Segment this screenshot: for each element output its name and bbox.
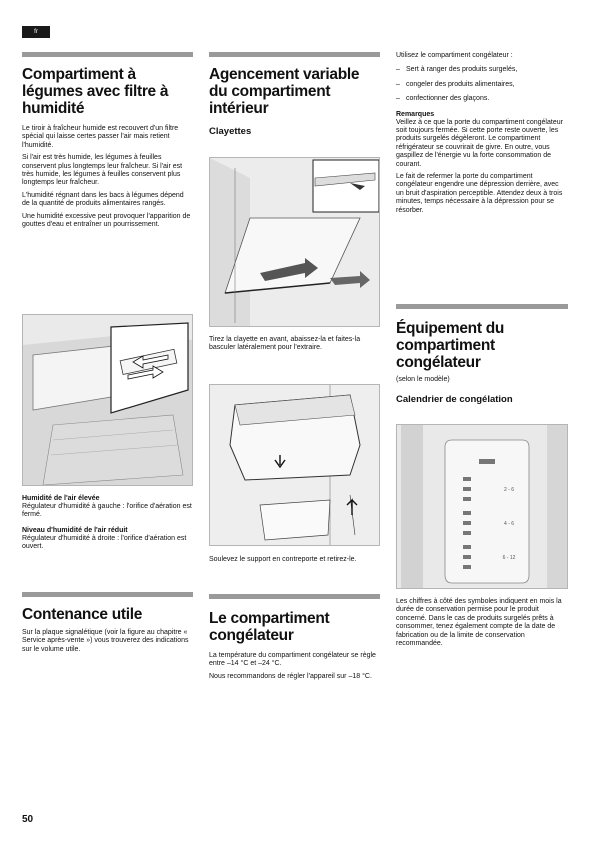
shelf-illustration [210, 158, 380, 327]
section-rule [209, 594, 380, 599]
section-rule [22, 592, 193, 597]
caption-support: Soulevez le support en contreporte et retirez-le. [209, 556, 357, 563]
page-number: 50 [22, 814, 34, 825]
figure-shelf-removal [209, 157, 380, 327]
column-1-bottom [22, 606, 193, 654]
low-humidity-label: Niveau d'humidité de l'air réduit [22, 526, 128, 534]
section-title-capacity: Contenance utile [22, 606, 143, 623]
freezer-usage-intro: Utilisez le compartiment congélateur : [396, 52, 513, 59]
subtitle-shelves: Clayettes [209, 126, 252, 137]
section-rule [22, 52, 193, 57]
remarks-label: Remarques [396, 110, 435, 118]
calendar-label: 6 - 12 [502, 555, 516, 561]
model-note: (selon le modèle) [396, 376, 450, 383]
caption-shelf: Tirez la clayette en avant, abaissez-la et faites-la basculer latéralement pour l'extraire. [209, 336, 361, 352]
freezing-calendar-illustration [397, 425, 568, 589]
list-item: – Sert à ranger des produits surgelés, [396, 66, 568, 74]
calendar-description: Les chiffres à côté des symboles indiquent en mois la durée de conservation permise pour le produit concerné. Dans le cas de produits surgelés prêts à consommer, tenez également compte de la date de fabrication ou de la limite de conservation recommandée. [396, 598, 562, 648]
low-humidity-text: Régulateur d'humidité à droite : l'orifice d'aération est ouvert. [22, 534, 187, 551]
column-1-top [22, 66, 193, 229]
high-humidity-text: Régulateur d'humidité à gauche : l'orifice d'aération est fermé. [22, 503, 192, 519]
door-support-illustration [210, 385, 380, 546]
column-3-top [396, 52, 568, 215]
paragraph: L'humidité régnant dans les bacs à légumes dépend de la quantité de produits alimentaires rangés. [22, 191, 184, 208]
section-rule [209, 52, 380, 57]
paragraph: Nous recommandons de régler l'appareil sur –18 °C. [209, 672, 372, 680]
paragraph: Une humidité excessive peut provoquer l'apparition de gouttes d'eau et entraîner un pourrissement. [22, 212, 191, 229]
remark-paragraph: Le fait de refermer la porte du compartiment congélateur engendre une dépression derrière, avec un bruit d'aspiration perceptible. Attendez deux à trois minutes, temps nécessaire à la dépression pour se résorber. [396, 173, 563, 214]
humidity-settings [22, 494, 193, 552]
section-title-freezer-equipment: Équipement du compartiment congélateur [396, 320, 505, 371]
humidity-drawer-illustration [23, 315, 193, 486]
paragraph: Si l'air est très humide, les légumes à feuilles conservent plus longtemps leur fraîcheur. Si l'air est très humide, les légumes à feuilles conservent plus longtemps leur fraîcheur. [22, 154, 183, 187]
list-item: – congeler des produits alimentaires, [396, 81, 568, 89]
figure-humidity-regulator [22, 314, 193, 486]
column-2-top [209, 66, 380, 137]
section-title-vegetable-drawer: Compartiment à légumes avec filtre à humidité [22, 66, 169, 117]
figure-freezing-calendar [396, 424, 568, 589]
list-item: – confectionner des glaçons. [396, 95, 568, 103]
subtitle-freezing-calendar: Calendrier de congélation [396, 394, 513, 406]
figure-door-support [209, 384, 380, 546]
calendar-label: 2 - 6 [503, 487, 515, 493]
freezer-usage-list [396, 66, 568, 103]
remark-paragraph: Veillez à ce que la porte du compartiment congélateur soit toujours fermée. Si cette porte reste ouverte, les produits surgelés dégèleront. Le compartiment réfrigérateur se couvrirait de givre. En outre, vous gaspillez de l'énergie vu la forte consommation de courant. [396, 118, 563, 168]
column-2-bottom [209, 610, 380, 681]
section-title-freezer: Le compartiment congélateur [209, 610, 330, 644]
column-3-section [396, 320, 568, 405]
paragraph: Le tiroir à fraîcheur humide est recouvert d'un filtre spécial qui laisse certes passer l'air mais retient l'humidité. [22, 125, 179, 149]
language-tab: fr [22, 26, 50, 38]
paragraph: Sur la plaque signalétique (voir la figure au chapitre « Service après-vente ») vous trouverez des indications sur le volume utile. [22, 629, 189, 653]
section-rule [396, 304, 568, 309]
high-humidity-label: Humidité de l'air élevée [22, 495, 100, 502]
section-title-interior-layout: Agencement variable du compartiment intérieur [209, 66, 360, 117]
calendar-label: 4 - 6 [503, 521, 515, 527]
paragraph: La température du compartiment congélateur se règle entre –14 °C et –24 °C. [209, 652, 376, 668]
